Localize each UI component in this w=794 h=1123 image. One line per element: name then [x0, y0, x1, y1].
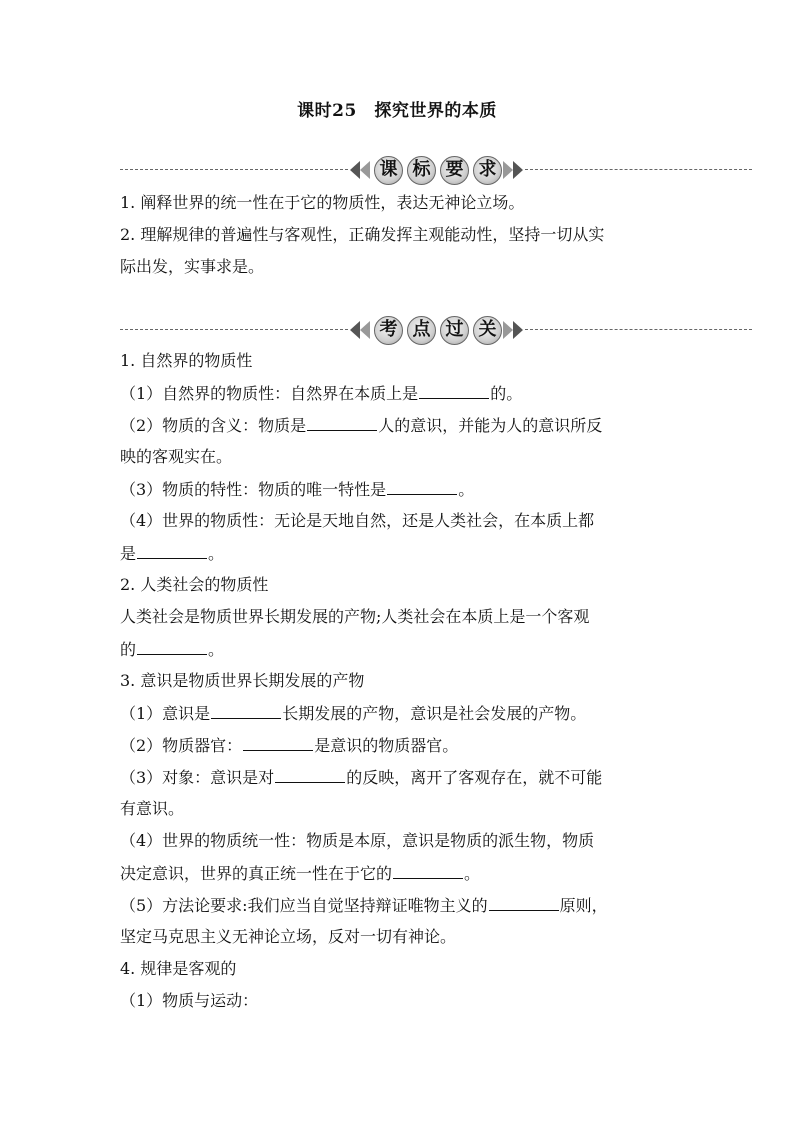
- question-line: （2）物质器官： 是意识的物质器官。: [120, 736, 459, 755]
- dashed-rule: [525, 169, 752, 170]
- dashed-rule: [120, 329, 348, 330]
- dashed-rule: [120, 169, 348, 170]
- question-line-continued: 的 。: [120, 640, 225, 659]
- banner-char: 点: [407, 316, 436, 345]
- left-arrow-icon: [360, 321, 370, 339]
- question-line: （4）世界的物质性：无论是天地自然，还是人类社会，在本质上都: [120, 511, 595, 530]
- question-line-continued: 决定意识，世界的真正统一性在于它的 。: [120, 864, 481, 883]
- section-banner-standards: [120, 155, 752, 185]
- question-line-continued: 坚定马克思主义无神论立场，反对一切有神论。: [120, 927, 457, 946]
- question-line: （1）自然界的物质性：自然界在本质上是 的。: [120, 384, 523, 403]
- section-heading: 2. 人类社会的物质性: [120, 575, 269, 594]
- left-arrow-icon: [350, 321, 360, 339]
- question-line: （5）方法论要求:我们应当自觉坚持辩证唯物主义的 原则，: [120, 896, 608, 915]
- standard-item: 2. 理解规律的普遍性与客观性，正确发挥主观能动性，坚持一切从实: [120, 225, 605, 244]
- dashed-rule: [525, 329, 752, 330]
- right-arrow-icon: [503, 161, 513, 179]
- banner-char: 课: [374, 156, 403, 185]
- answer-blank[interactable]: [243, 734, 313, 751]
- question-line: （4）世界的物质统一性：物质是本原，意识是物质的派生物，物质: [120, 831, 595, 850]
- answer-blank[interactable]: [275, 766, 345, 783]
- answer-blank[interactable]: [489, 894, 559, 911]
- answer-blank[interactable]: [393, 862, 463, 879]
- section-heading: 4. 规律是客观的: [120, 959, 237, 978]
- answer-blank[interactable]: [387, 478, 457, 495]
- question-line: （1）物质与运动：: [120, 991, 259, 1010]
- banner-char: 过: [440, 316, 469, 345]
- question-line-continued: 是 。: [120, 544, 225, 563]
- answer-blank[interactable]: [211, 702, 281, 719]
- answer-blank[interactable]: [307, 414, 377, 431]
- banner-char: 标: [407, 156, 436, 185]
- right-arrow-icon: [513, 321, 523, 339]
- section-heading: 3. 意识是物质世界长期发展的产物: [120, 671, 365, 690]
- page-title: 课时25 探究世界的本质: [297, 101, 497, 121]
- right-arrow-icon: [503, 321, 513, 339]
- banner-char: 要: [440, 156, 469, 185]
- question-line: （1）意识是 长期发展的产物，意识是社会发展的产物。: [120, 704, 587, 723]
- standard-item-continued: 际出发，实事求是。: [120, 257, 265, 276]
- banner-char: 关: [473, 316, 502, 345]
- left-arrow-icon: [360, 161, 370, 179]
- question-line-continued: 映的客观实在。: [120, 447, 233, 466]
- answer-blank[interactable]: [137, 638, 207, 655]
- question-line: 人类社会是物质世界长期发展的产物;人类社会在本质上是一个客观: [120, 607, 590, 626]
- question-line: （3）物质的特性：物质的唯一特性是 。: [120, 480, 475, 499]
- question-line-continued: 有意识。: [120, 799, 185, 818]
- standard-item: 1. 阐释世界的统一性在于它的物质性，表达无神论立场。: [120, 193, 525, 212]
- right-arrow-icon: [513, 161, 523, 179]
- banner-char: 考: [374, 316, 403, 345]
- question-line: （2）物质的含义：物质是 人的意识，并能为人的意识所反: [120, 416, 603, 435]
- answer-blank[interactable]: [419, 382, 489, 399]
- section-heading: 1. 自然界的物质性: [120, 351, 253, 370]
- question-line: （3）对象：意识是对 的反映，离开了客观存在，就不可能: [120, 768, 603, 787]
- section-banner-checkpoints: [120, 315, 752, 345]
- banner-char: 求: [473, 156, 502, 185]
- left-arrow-icon: [350, 161, 360, 179]
- answer-blank[interactable]: [137, 542, 207, 559]
